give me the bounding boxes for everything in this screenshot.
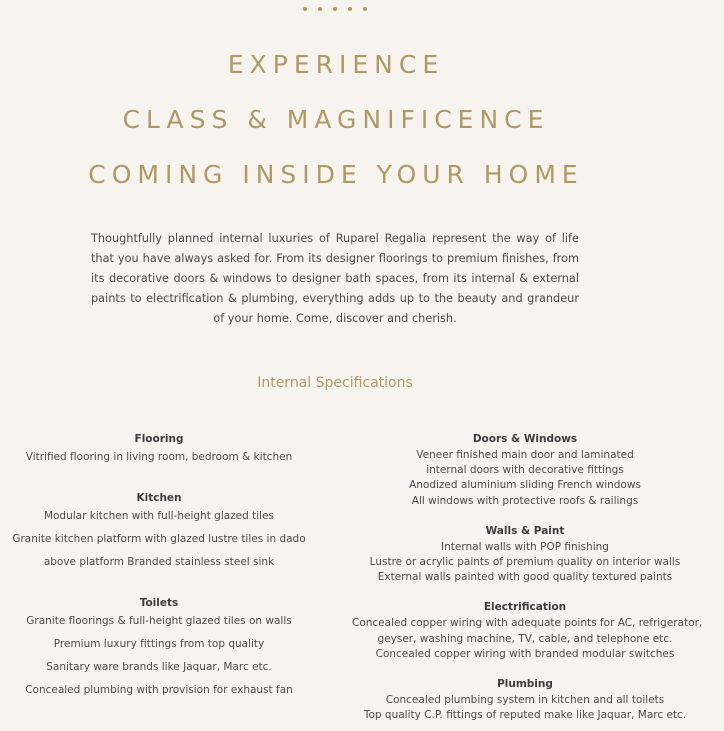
spec-section-title: Doors & Windows xyxy=(472,433,578,445)
specs-left-column xyxy=(0,432,318,702)
headline-line-1: EXPERIENCE xyxy=(227,50,445,79)
spec-item: Vitrified flooring in living room, bedroom & kitchen xyxy=(25,451,293,463)
spec-section-kitchen xyxy=(0,491,318,574)
spec-item: External walls painted with good quality textured paints xyxy=(377,571,673,584)
carousel-dot[interactable] xyxy=(363,7,367,11)
carousel-dot[interactable] xyxy=(318,7,322,11)
spec-item: Anodized aluminium sliding French windows xyxy=(409,479,641,492)
spec-section-title: Kitchen xyxy=(136,492,182,504)
spec-item: Modular kitchen with full-height glazed tiles xyxy=(43,510,275,522)
spec-item: Sanitary ware brands like Jaquar, Marc etc. xyxy=(46,661,272,673)
headline-line-3: COMING INSIDE YOUR HOME xyxy=(88,160,584,189)
specs-right-column xyxy=(352,432,703,723)
spec-item: Concealed plumbing system in kitchen and all toilets xyxy=(385,694,665,707)
spec-item: Concealed copper wiring with branded modular switches xyxy=(375,647,675,660)
spec-item: Internal walls with POP finishing xyxy=(441,540,609,553)
spec-item: geyser, washing machine, TV, cable, and telephone etc. xyxy=(377,632,673,645)
headline-line-2: CLASS & MAGNIFICENCE xyxy=(122,105,550,134)
spec-item: Veneer finished main door and laminated xyxy=(416,449,634,461)
spec-section-electrification xyxy=(352,600,703,662)
carousel-dots xyxy=(0,7,697,11)
spec-item: Premium luxury fittings from top quality xyxy=(53,638,265,650)
spec-item: Lustre or acrylic paints of premium quality on interior walls xyxy=(369,556,681,569)
spec-section-toilets xyxy=(0,596,318,702)
specifications-title: Internal Specifications xyxy=(257,375,413,391)
spec-section-walls-and-paint xyxy=(352,524,698,586)
spec-item: Concealed plumbing with provision for exhaust fan xyxy=(25,684,293,696)
spec-item: All windows with protective roofs & railings xyxy=(411,494,639,507)
spec-section-title: Toilets xyxy=(139,597,179,609)
carousel-dot[interactable] xyxy=(333,7,337,11)
spec-section-title: Plumbing xyxy=(497,678,553,691)
spec-section-title: Flooring xyxy=(134,433,184,445)
spec-item: Top quality C.P. fittings of reputed make like Jaquar, Marc etc. xyxy=(363,709,687,722)
spec-item: Granite floorings & full-height glazed tiles on walls xyxy=(26,615,292,627)
spec-item: above platform Branded stainless steel sink xyxy=(43,556,275,568)
carousel-dot[interactable] xyxy=(303,7,307,11)
spec-item: Granite kitchen platform with glazed lustre tiles in dado xyxy=(12,533,306,545)
spec-section-doors-and-windows xyxy=(352,432,698,509)
spec-item: internal doors with decorative fittings xyxy=(426,464,624,477)
spec-section-plumbing xyxy=(352,677,698,723)
intro-paragraph: Thoughtfully planned internal luxuries of Ruparel Regalia represent the way of life that you have always asked for. From its designer floorings to premium finishes, from its decorative doors & windows to designer bath spaces, from its internal & external paints to electrification & plumbing, everything adds up to the beauty and grandeur of your home. Come, discover and cherish. xyxy=(91,232,579,325)
spec-section-flooring xyxy=(0,432,318,469)
spec-item: Concealed copper wiring with adequate points for AC, refrigerator, xyxy=(352,617,703,630)
spec-section-title: Electrification xyxy=(483,601,567,614)
spec-section-title: Walls & Paint xyxy=(485,524,565,537)
carousel-dot[interactable] xyxy=(348,7,352,11)
